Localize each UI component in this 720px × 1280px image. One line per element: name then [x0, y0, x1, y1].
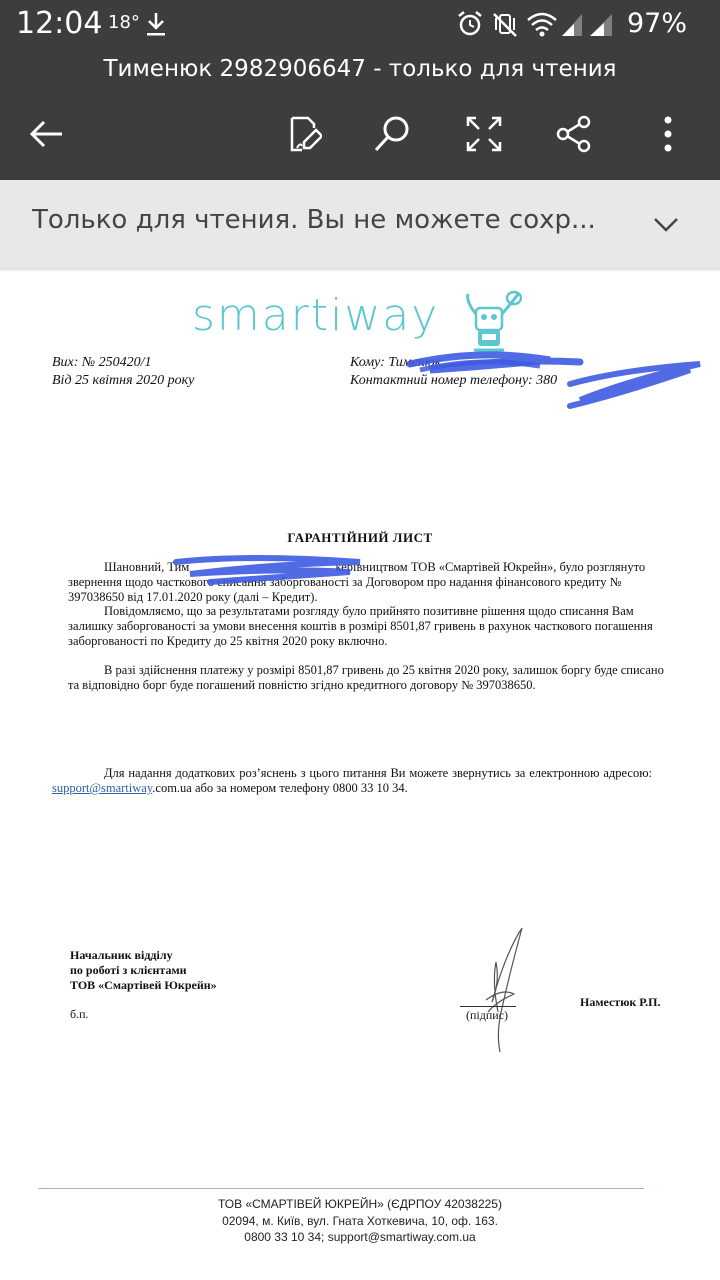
toolbar	[0, 90, 720, 180]
paragraph-3	[68, 663, 668, 693]
read-only-banner[interactable]	[0, 180, 720, 268]
back-button[interactable]	[20, 108, 72, 160]
status-bar	[0, 0, 720, 48]
share-button[interactable]	[548, 108, 600, 160]
paragraph-4	[52, 766, 652, 796]
logo-wordmark: smartiway	[192, 290, 440, 341]
document-title: Тименюк 2982906647 - только для чтения	[0, 48, 720, 90]
footer-company: ТОВ «СМАРТІВЕЙ ЮКРЕЙН» (ЄДРПОУ 42038225)	[218, 1197, 502, 1211]
support-email-link[interactable]: support@smartiway	[52, 781, 153, 795]
download-icon	[144, 10, 168, 38]
status-icons	[456, 10, 624, 38]
document-page	[0, 272, 720, 1280]
search-button[interactable]	[366, 108, 418, 160]
more-options-button[interactable]	[642, 108, 694, 160]
paragraph-2	[68, 604, 668, 649]
status-temperature: 18°	[108, 12, 140, 33]
recipient-name: Кому: Тименюк	[350, 355, 442, 370]
handwritten-signature	[462, 922, 532, 1062]
footer-divider	[38, 1188, 644, 1189]
recipient-phone: Контактний номер телефону: 380	[350, 373, 558, 388]
edit-document-icon	[282, 114, 322, 154]
more-vertical-icon	[648, 114, 688, 154]
edit-button[interactable]	[276, 108, 328, 160]
reference-date: Від 25 квітня 2020 року	[52, 373, 195, 388]
battery-level: 97%	[627, 8, 688, 39]
search-icon	[372, 114, 412, 154]
footer-address: 02094, м. Київ, вул. Гната Хоткевича, 10, оф. 163.	[222, 1213, 498, 1228]
reference-number: Вих: № 250420/1	[52, 355, 152, 370]
read-only-message: Только для чтения. Вы не можете сохр...	[32, 205, 596, 235]
fullscreen-button[interactable]	[458, 108, 510, 160]
paragraph-4-tail: .com.ua або за номером телефону 0800 33 10 34.	[152, 781, 408, 795]
position-line-1: Начальник відділу	[70, 948, 173, 962]
share-icon	[554, 114, 594, 154]
signatory-name: Наместюк Р.П.	[580, 995, 661, 1009]
footer-contacts: 0800 33 10 34; support@smartiway.com.ua	[244, 1230, 476, 1244]
vibrate-off-icon	[494, 14, 516, 36]
paragraph-3-body: В разі здійснення платежу у розмірі 8501,87 гривень до 25 квітня 2020 року, залишок боргу буде списано та відповідно борг буде погашений повністю згідно кредитного договору № 397038650.	[68, 663, 664, 692]
redaction-scribble	[400, 340, 710, 414]
alarm-icon	[459, 12, 481, 34]
no-stamp-mark: б.п.	[70, 1007, 89, 1021]
chevron-down-icon[interactable]	[648, 206, 684, 242]
fullscreen-icon	[464, 114, 504, 154]
letter-heading: ГАРАНТІЙНИЙ ЛИСТ	[287, 530, 433, 545]
arrow-left-icon	[26, 114, 66, 154]
signature-caption: (підпис)	[466, 1008, 509, 1022]
paragraph-2-body: Повідомляємо, що за результатами розгляду було прийнято позитивне рішення щодо списання Вам залишку заборгованості за умови внесення коштів в розмірі 8501,87 гривень в рахунок часткового погашення заборгованості по Кредиту до 25 квітня 2020 року включно.	[68, 604, 653, 648]
paragraph-1-body: керівництвом ТОВ «Смартівей Юкрейн», було розглянуто звернення щодо часткового списання заборгованості за Договором про надання фінансового кредиту № 397038650 від 17.01.2020 року (далі – Кредит).	[68, 560, 646, 604]
footer	[0, 1196, 720, 1246]
position-line-2: по роботі з клієнтами	[70, 963, 187, 977]
signal-icon-1	[562, 14, 582, 36]
outgoing-reference	[52, 354, 194, 390]
signatory-position	[70, 948, 217, 993]
position-line-3: ТОВ «Смартівей Юкрейн»	[70, 978, 217, 992]
wifi-icon	[528, 14, 556, 37]
paragraph-4-body: Для надання додаткових роз’яснень з цього питання Ви можете звернутись за електронною адресою:	[104, 766, 652, 780]
status-time: 12:04	[16, 6, 103, 41]
signature-line	[460, 1006, 516, 1007]
redaction-scribble-2	[170, 552, 370, 586]
paragraph-1-start: Шановний, Тим	[104, 560, 190, 574]
signal-icon-2	[590, 14, 612, 36]
